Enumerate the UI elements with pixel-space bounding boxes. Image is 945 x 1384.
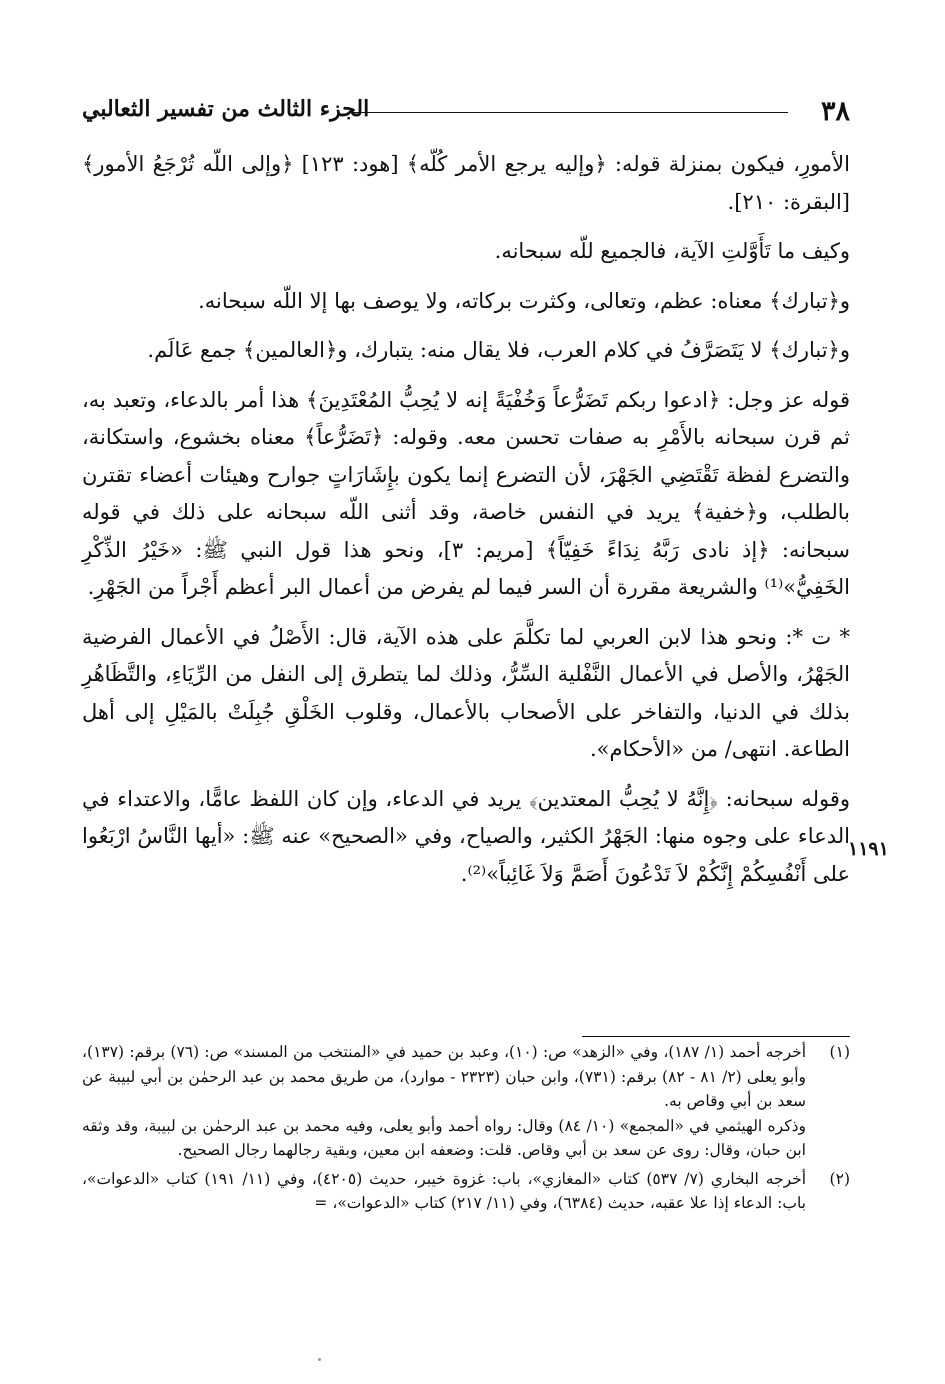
footnote-separator xyxy=(582,1036,850,1037)
main-text xyxy=(82,146,850,905)
header-rule xyxy=(350,112,788,113)
paragraph: و﴿تبارك﴾ معناه: عظم، وتعالى، وكثرت بركاته، ولا يوصف بها إلا اللّه سبحانه. xyxy=(198,288,850,313)
footnote-text: أخرجه أحمد (١/ ١٨٧)، وفي «الزهد» ص: (١٠)، وعبد بن حميد في «المنتخب من المسند» ص: (٧٦) برقم: (١٣٧)، وأبو يعلى (٢/ ٨١ - ٨٢) برقم: (٧٣١)، وابن حبان (٢٣٢٣ - موارد)، من طريق محمد بن عبد الرحمٰن بن أبي لبيبة عن سعد بن أبي وقاص به. xyxy=(82,1043,807,1110)
paragraph: و﴿تبارك﴾ لا يَتَصَرَّفُ في كلام العرب، فلا يقال منه: يتبارك، و﴿العالمين﴾ جمع عَالَم. xyxy=(147,338,850,362)
footnotes xyxy=(82,1040,850,1220)
paragraph: وكيف ما تَأَوَّلتِ الآية، فالجميع للّه سبحانه. xyxy=(494,239,850,263)
running-title: الجزء الثالث من تفسير الثعالبي xyxy=(82,96,370,122)
footnote-number: (١) xyxy=(829,1043,850,1061)
paragraph: قوله عز وجل: ﴿ادعوا ربكم تَضَرُّعاً وَخُفْيَةً إنه لا يُحِبُّ المُعْتَدِينَ﴾ هذا أمر بالدعاء، وتعبد به، ثم قرن سبحانه بالأَمْرِ به صفات تحسن معه. وقوله: ﴿تَضَرُّعاً﴾ معناه بخشوع، واستكانة، والتضرع لفظة تَقْتَضِي الجَهْرَ، لأن التضرع إنما يكون بإِشَارَاتٍ جوارح وهيئات أعضاء تقترن بالطلب، و﴿خفية﴾ يريد في النفس خاصة، وقد أثنى اللّه سبحانه على ذلك في قوله سبحانه: ﴿إذ نادى رَبَّهُ نِدَاءً خَفِيّاً﴾ [مريم: ٣]، ونحو هذا قول النبي ﷺ: «خَيْرُ الذِّكْرِ الخَفِيُّ»⁽¹⁾ والشريعة مقررة أن السر فيما لم يفرض من أعمال البر أعظم أَجْراً من الجَهْرِ. xyxy=(82,387,850,599)
footnote xyxy=(82,1167,850,1216)
page-number: ٣٨ xyxy=(820,96,850,127)
paragraph: الأمورِ، فيكون بمنزلة قوله: ﴿وإليه يرجع الأمر كُلّه﴾ [هود: ١٢٣] ﴿وإلى اللّه تُرْجَعُ الأمور﴾ [البقرة: ٢١٠]. xyxy=(82,152,850,214)
paragraph: وقوله سبحانه: ﴿إِنَّهُ لا يُحِبُّ المعتدين﴾ يريد في الدعاء، وإن كان اللفظ عامًّا، والاعتداء في الدعاء على وجوه منها: الجَهْرُ الكثير، والصياح، وفي «الصحيح» عنه ﷺ: «أيها النَّاسُ ارْبَعُوا على أَنْفُسِكُمْ إِنَّكُمْ لاَ تَدْعُونَ أَصَمَّ وَلاَ غَائِباً»⁽²⁾. xyxy=(82,786,850,886)
margin-marker: ١١٩١ xyxy=(848,838,889,860)
paragraph: * ت *: ونحو هذا لابن العربي لما تكلَّمَ على هذه الآية، قال: الأَصْلُ في الأعمال الفرضية الجَهْرُ، والأصل في الأعمال النَّفْلية السِّرُّ، وذلك لما يتطرق إلى النفل من الرِّيَاءِ، والتَّظَاهُرِ بذلك في الدنيا، والتفاخر على الأصحاب بالأعمال، وقلوب الخَلْقِ جُبِلَتْ بالمَيْلِ إلى أهل الطاعة. انتهى/ من «الأحكام». xyxy=(82,624,850,761)
running-header xyxy=(82,92,850,132)
print-speck xyxy=(318,1358,321,1361)
footnote-text: أخرجه البخاري (٧/ ٥٣٧) كتاب «المغازي»، باب: غزوة خيبر، حديث (٤٢٠٥)، وفي (١١/ ١٩١) كتاب «الدعوات»، باب: الدعاء إذا علا عقبه، حديث (٦٣٨٤)، وفي (١١/ ٢١٧) كتاب «الدعوات»، = xyxy=(82,1169,807,1212)
footnote xyxy=(82,1040,850,1163)
footnote-number: (٢) xyxy=(829,1169,850,1188)
footnote-text: وذكره الهيثمي في «المجمع» (١٠/ ٨٤) وقال: رواه أحمد وأبو يعلى، وفيه محمد بن عبد الرحمٰن بن لبيبة، وقد وثقه ابن حبان، وقال: روى عن سعد بن أبي وقاص. قلت: وضعفه ابن معين، وبقية رجالهما رجال الصحيح. xyxy=(82,1116,806,1159)
